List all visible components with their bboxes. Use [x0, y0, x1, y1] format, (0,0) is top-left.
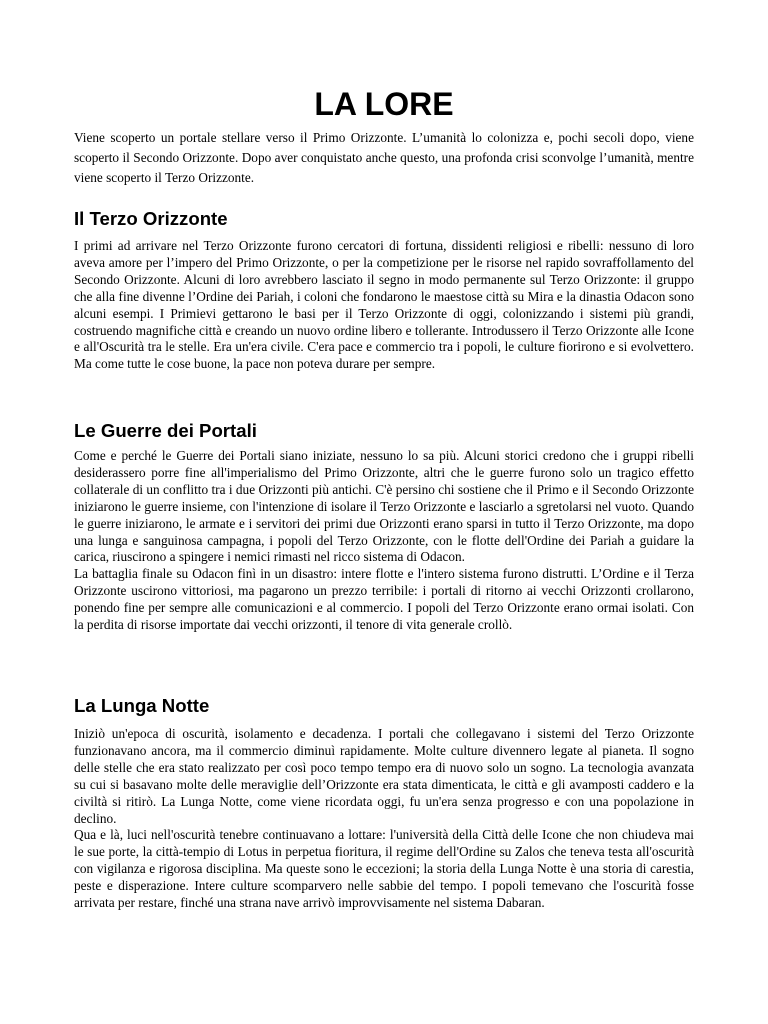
section-heading-terzo-orizzonte: Il Terzo Orizzonte: [74, 208, 228, 229]
section-body-terzo-orizzonte: [74, 238, 694, 373]
paragraph: Qua e là, luci nell'oscurità tenebre continuavano a lottare: l'università della Città delle Icone che non chiudeva mai le sue porte, la città-tempio di Lotus in perpetua fioritura, il regime dell'Ordine su Zalos che teneva testa all'oscurità con vigilanza e rigorosa disciplina. Ma queste sono le eccezioni; la storia della Lunga Notte è una storia di carestia, peste e disperazione. Intere culture scomparvero nelle sabbie del tempo. I popoli temevano che l'oscurità fosse arrivata per restare, finché una strana nave arrivò improvvisamente nel sistema Dabaran.: [74, 827, 694, 911]
section-body-guerre-dei-portali: [74, 448, 694, 634]
intro-paragraph: Viene scoperto un portale stellare verso il Primo Orizzonte. L’umanità lo colonizza e, pochi secoli dopo, viene scoperto il Secondo Orizzonte. Dopo aver conquistato anche questo, una profonda crisi sconvolge l’umanità, mentre viene scoperto il Terzo Orizzonte.: [74, 130, 694, 185]
paragraph: I primi ad arrivare nel Terzo Orizzonte furono cercatori di fortuna, dissidenti religiosi e ribelli: nessuno di loro aveva amore per l’impero del Primo Orizzonte, o per la competizione per le risorse nel rapido sovraffollamento del Secondo Orizzonte. Alcuni di loro avrebbero lasciato il segno in modo permanente sul Terzo Orizzonte: il gruppo che alla fine divenne l’Ordine dei Pariah, i coloni che fondarono le maestose città su Mira e la dinastia Odacon sono alcuni esempi. I Primievi gettarono le basi per il Terzo Orizzonte di oggi, colonizzando i sistemi più grandi, costruendo magnifiche città e creando un nuovo ordine libero e tollerante. Introdussero il Terzo Orizzonte alle Icone e all'Oscurità tra le stelle. Era un'era civile. C'era pace e commercio tra i popoli, le culture fiorirono e si evolvettero. Ma come tutte le cose buone, la pace non poteva durare per sempre.: [74, 238, 694, 372]
paragraph: Iniziò un'epoca di oscurità, isolamento e decadenza. I portali che collegavano i sistemi del Terzo Orizzonte funzionavano ancora, ma il commercio diminuì rapidamente. Molte culture divennero legate al pianeta. Il sogno delle stelle che era stato realizzato per così poco tempo tempo era di nuovo solo un sogno. La tecnologia avanzata su cui si basavano molte delle meraviglie dell’Orizzonte era stata dimenticata, le città e gli avamposti caddero e la civiltà si ritirò. La Lunga Notte, come viene ricordata oggi, fu un'era senza progresso e con una popolazione in declino.: [74, 726, 694, 826]
paragraph: La battaglia finale su Odacon finì in un disastro: intere flotte e l'intero sistema furono distrutti. L’Ordine e il Terza Orizzonte uscirono vittoriosi, ma pagarono un prezzo terribile: i portali di ritorno ai vecchi Orizzonti crollarono, ponendo fine per sempre alle comunicazioni e al commercio. I popoli del Terzo Orizzonte erano ormai isolati. Con la perdita di risorse importate dai vecchi orizzonti, il tenore di vita generale crollò.: [74, 566, 694, 633]
section-body-lunga-notte: [74, 726, 694, 912]
section-heading-guerre-dei-portali: Le Guerre dei Portali: [74, 420, 257, 441]
page-title: LA LORE: [314, 86, 454, 122]
paragraph: Come e perché le Guerre dei Portali siano iniziate, nessuno lo sa più. Alcuni storici credono che i gruppi ribelli desiderassero porre fine all'imperialismo del Primo Orizzonte, altri che le guerre furono solo un tragico effetto collaterale di un conflitto tra i due Orizzonti più antichi. C'è persino chi sostiene che il Primo e il Secondo Orizzonte iniziarono le guerre insieme, con l'intenzione di isolare il Terzo Orizzonte e lasciarlo a sgretolarsi nel vuoto. Quando le guerre iniziarono, le armate e i servitori dei primi due Orizzonti erano sparsi in tutto il Terzo Orizzonte, ma dopo una lunga e sanguinosa campagna, i popoli del Terzo Orizzonte, con le flotte dell'Ordine dei Pariah a guidare la carica, riuscirono a spingere i nemici rimasti nel ricco sistema di Odacon.: [74, 448, 694, 565]
section-heading-lunga-notte: La Lunga Notte: [74, 695, 210, 716]
